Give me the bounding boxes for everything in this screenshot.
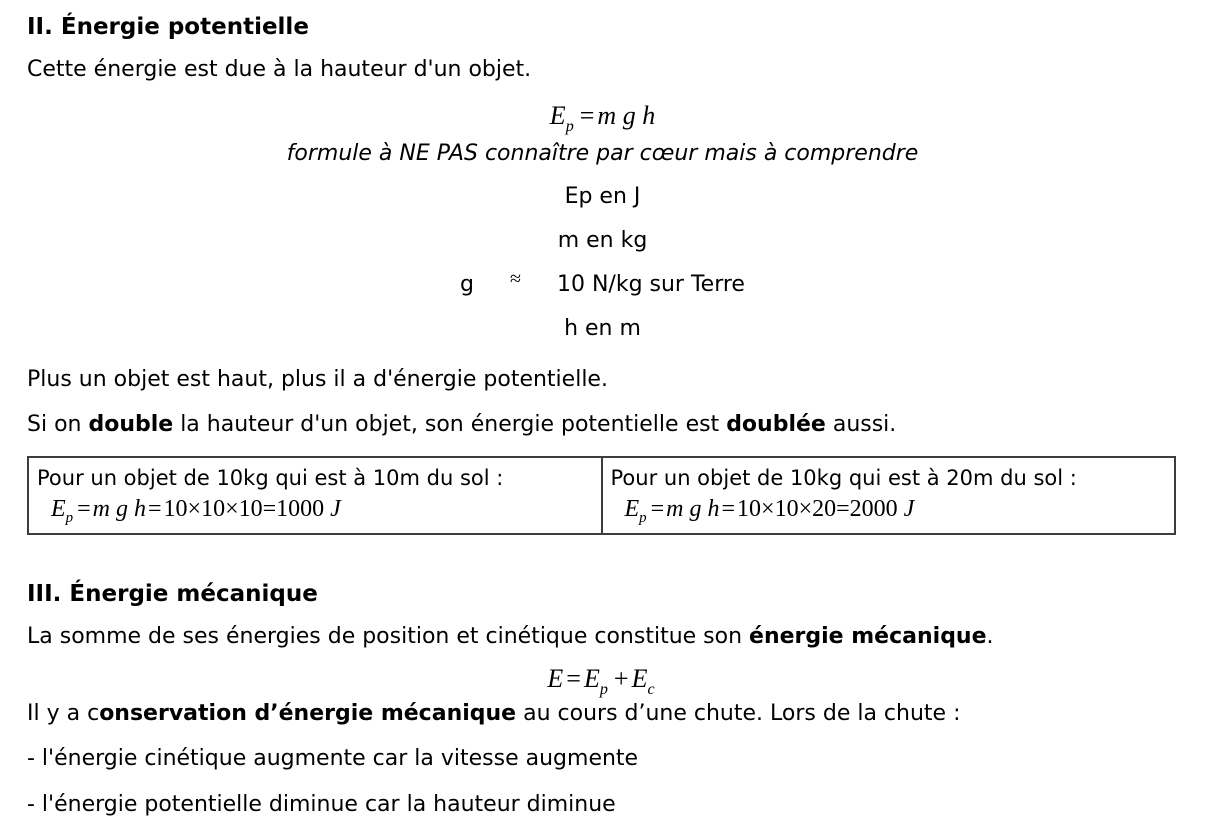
unit-g-symbol: g [460, 272, 474, 297]
unit-m: m en kg [557, 228, 648, 253]
f1-vars: m g h [92, 496, 146, 522]
approx-symbol: ≈ [509, 268, 521, 290]
formula-em-E2: E [583, 664, 600, 693]
f2-vars: m g h [666, 496, 720, 522]
example-cell-10m-title: Pour un objet de 10kg qui est à 10m du sol : [37, 466, 504, 490]
formula-em [27, 664, 1178, 698]
formula-em-eq: = [566, 664, 581, 693]
bullet-potentielle: - l'énergie potentielle diminue car la hauteur diminue [27, 792, 616, 817]
example-cell-20m-title: Pour un objet de 10kg qui est à 20m du sol : [610, 466, 1077, 490]
double-line-mid: la hauteur d'un objet, son énergie potentielle est [173, 412, 727, 437]
formula-em-plus: + [613, 664, 629, 693]
unit-g-value: 10 N/kg sur Terre [556, 272, 745, 297]
f1-eq1: = [77, 496, 91, 522]
intro-line: Cette énergie est due à la hauteur d'un objet. [27, 57, 532, 82]
table-row [28, 457, 1175, 534]
f2-E: E [624, 496, 640, 522]
formula-em-E3: E [631, 664, 648, 693]
somme-line-pre: La somme de ses énergies de position et cinétique constitue son [27, 624, 750, 649]
conservation-line-post: au cours d’une chute. Lors de la chute : [516, 701, 961, 726]
f1-eq2: = [148, 496, 162, 522]
formula-note: formule à NE PAS connaître par cœur mais à comprendre [286, 141, 919, 166]
f1-sub: p [65, 510, 74, 527]
f1-unit: J [330, 496, 341, 522]
example-cell-10m [28, 457, 602, 534]
formula-ep-sub: p [565, 117, 574, 135]
double-line-pre: Si on [27, 412, 89, 437]
examples-table [27, 456, 1176, 535]
formula-ep-vars: m g h [597, 101, 656, 130]
f1-calc: 10×10×10=1000 [163, 496, 325, 522]
height-fact-line: Plus un objet est haut, plus il a d'énergie potentielle. [27, 367, 608, 392]
f2-sub: p [639, 510, 647, 527]
double-line-post: aussi. [825, 412, 897, 437]
formula-em-sub3: c [647, 680, 655, 698]
somme-line [27, 623, 1178, 651]
f2-calc: 10×10×20=2000 [737, 496, 898, 522]
formula-ep-E: E [549, 101, 566, 130]
double-line-bold1: double [88, 412, 174, 437]
formula-em-E1: E [547, 664, 564, 693]
unit-g [27, 268, 1178, 297]
formula-ep-eq: = [579, 101, 595, 130]
f2-eq2: = [721, 496, 736, 522]
double-line [27, 411, 1178, 439]
bullet-cinetique: - l'énergie cinétique augmente car la vitesse augmente [27, 746, 639, 771]
conservation-line-bold: onservation d’énergie mécanique [99, 701, 517, 726]
unit-h: h en m [564, 316, 641, 341]
section-iii-heading: III. Énergie mécanique [27, 581, 318, 607]
somme-line-bold: énergie mécanique [749, 624, 987, 649]
f1-E: E [51, 496, 66, 522]
f2-unit: J [903, 496, 915, 522]
formula-ep [27, 101, 1178, 135]
somme-line-post: . [986, 624, 994, 649]
double-line-bold2: doublée [726, 412, 826, 437]
unit-ep: Ep en J [564, 184, 641, 209]
formula-em-sub2: p [599, 680, 608, 698]
example-cell-10m-formula [37, 496, 595, 527]
f2-eq1: = [650, 496, 665, 522]
example-cell-20m-formula [611, 496, 1169, 527]
conservation-line-pre: Il y a c [27, 701, 100, 726]
example-cell-20m [602, 457, 1176, 534]
section-ii-heading: II. Énergie potentielle [27, 14, 309, 40]
conservation-line [27, 700, 1178, 728]
